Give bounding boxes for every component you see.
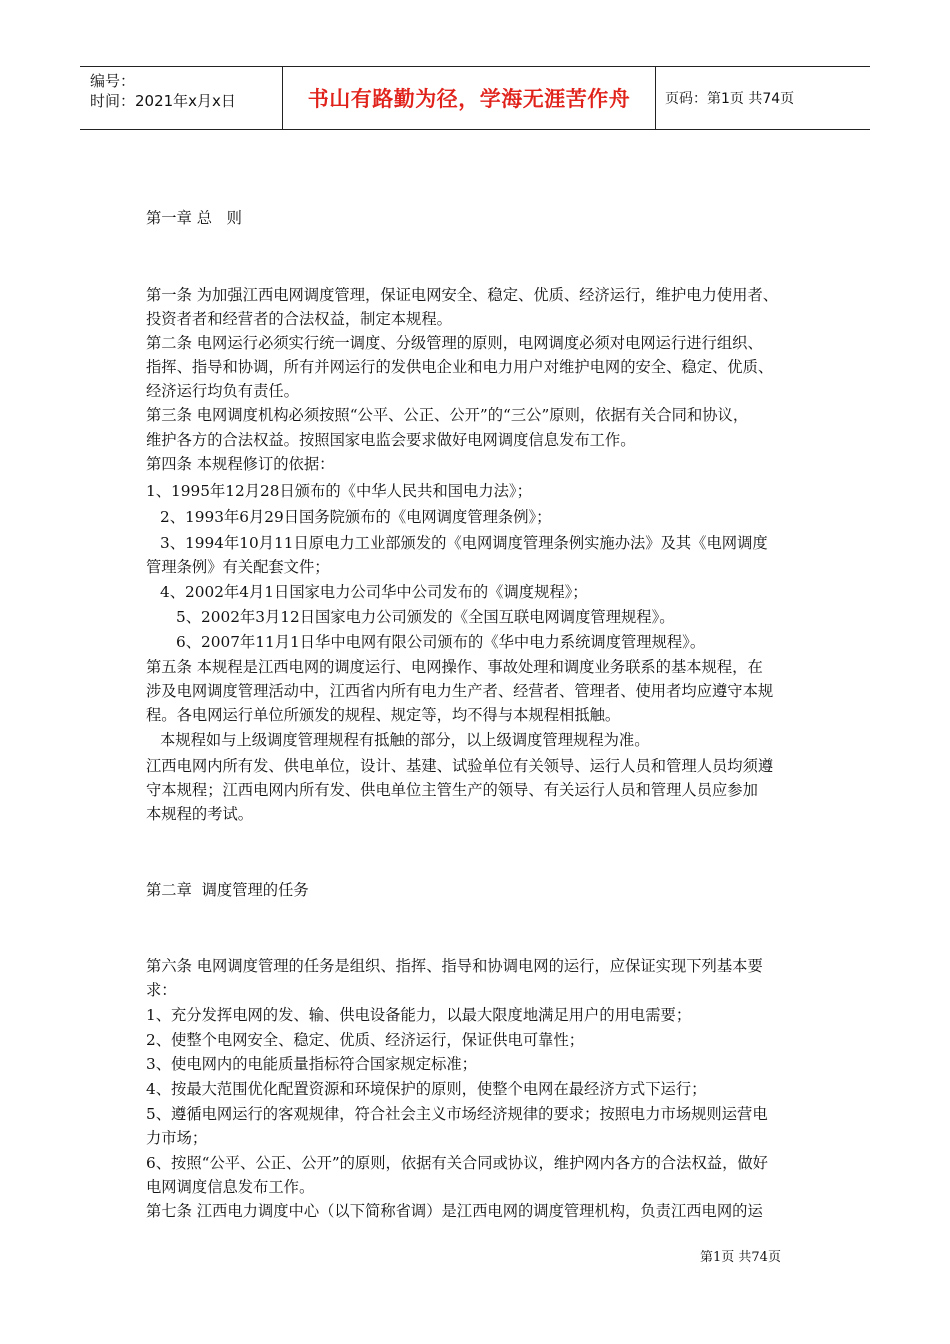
header-divider [655,67,656,129]
body-line: 本规程的考试。 [146,805,254,823]
body-line: 5、2002年3月12日国家电力公司颁发的《全国互联电网调度管理规程》。 [176,608,675,626]
body-line: 3、1994年10月11日原电力工业部颁发的《电网调度管理条例实施办法》及其《电网调度 [160,534,768,552]
document-number-label: 编号： [90,72,136,90]
body-line: 2、1993年6月29日国务院颁布的《电网调度管理条例》； [160,508,552,526]
body-line: 维护各方的合法权益。按照国家电监会要求做好电网调度信息发布工作。 [146,431,636,449]
body-line: 守本规程；江西电网内所有发、供电单位主管生产的领导、有关运行人员和管理人员应参加 [146,781,758,799]
body-line: 第六条 电网调度管理的任务是组织、指挥、指导和协调电网的运行，应保证实现下列基本要 [146,957,763,975]
page-header [80,66,870,130]
body-line: 2、使整个电网安全、稳定、优质、经济运行，保证供电可靠性； [146,1031,585,1049]
document-date: 时间：2021年x月x日 [90,92,236,110]
body-line: 第一条 为加强江西电网调度管理，保证电网安全、稳定、优质、经济运行，维护电力使用者、 [146,286,779,304]
body-line: 求： [146,981,177,999]
chapter-2-title: 第二章 调度管理的任务 [146,881,309,899]
page-footer: 第1页 共74页 [700,1250,781,1265]
body-line: 本规程如与上级调度管理规程有抵触的部分，以上级调度管理规程为准。 [160,731,650,749]
header-page-info: 页码：第1页 共74页 [665,91,795,107]
header-motto: 书山有路勤为径，学海无涯苦作舟 [307,87,631,111]
body-line: 4、按最大范围优化配置资源和环境保护的原则，使整个电网在最经济方式下运行； [146,1080,707,1098]
body-line: 经济运行均负有责任。 [146,382,299,400]
body-line: 4、2002年4月1日国家电力公司华中公司发布的《调度规程》； [160,583,588,601]
body-line: 力市场； [146,1129,208,1147]
body-line: 电网调度信息发布工作。 [146,1178,315,1196]
body-line: 指挥、指导和协调，所有并网运行的发供电企业和电力用户对维护电网的安全、稳定、优质、 [146,358,774,376]
body-line: 6、按照“公平、公正、公开”的原则，依据有关合同或协议，维护网内各方的合法权益，做好 [146,1154,768,1172]
body-line: 第三条 电网调度机构必须按照“公平、公正、公开”的“三公”原则，依据有关合同和协议， [146,406,749,424]
body-line: 1、充分发挥电网的发、输、供电设备能力，以最大限度地满足用户的用电需要； [146,1006,692,1024]
body-line: 第五条 本规程是江西电网的调度运行、电网操作、事故处理和调度业务联系的基本规程，在 [146,658,763,676]
body-line: 第四条 本规程修订的依据： [146,455,335,473]
body-line: 第二条 电网运行必须实行统一调度、分级管理的原则，电网调度必须对电网运行进行组织、 [146,334,763,352]
body-line: 程。各电网运行单位所颁发的规程、规定等，均不得与本规程相抵触。 [146,706,621,724]
body-line: 管理条例》有关配套文件； [146,558,330,576]
body-line: 涉及电网调度管理活动中，江西省内所有电力生产者、经营者、管理者、使用者均应遵守本规 [146,682,774,700]
body-line: 5、遵循电网运行的客观规律，符合社会主义市场经济规律的要求；按照电力市场规则运营电 [146,1105,768,1123]
body-line: 投资者者和经营者的合法权益，制定本规程。 [146,310,452,328]
body-line: 江西电网内所有发、供电单位，设计、基建、试验单位有关领导、运行人员和管理人员均须遵 [146,757,774,775]
chapter-1-title: 第一章 总 则 [146,209,242,227]
body-line: 第七条 江西电力调度中心（以下简称省调）是江西电网的调度管理机构，负责江西电网的运 [146,1202,763,1220]
header-meta [90,71,280,111]
body-line: 6、2007年11月1日华中电网有限公司颁布的《华中电力系统调度管理规程》。 [176,633,706,651]
body-line: 1、1995年12月28日颁布的《中华人民共和国电力法》； [146,482,532,500]
body-line: 3、使电网内的电能质量指标符合国家规定标准； [146,1055,477,1073]
